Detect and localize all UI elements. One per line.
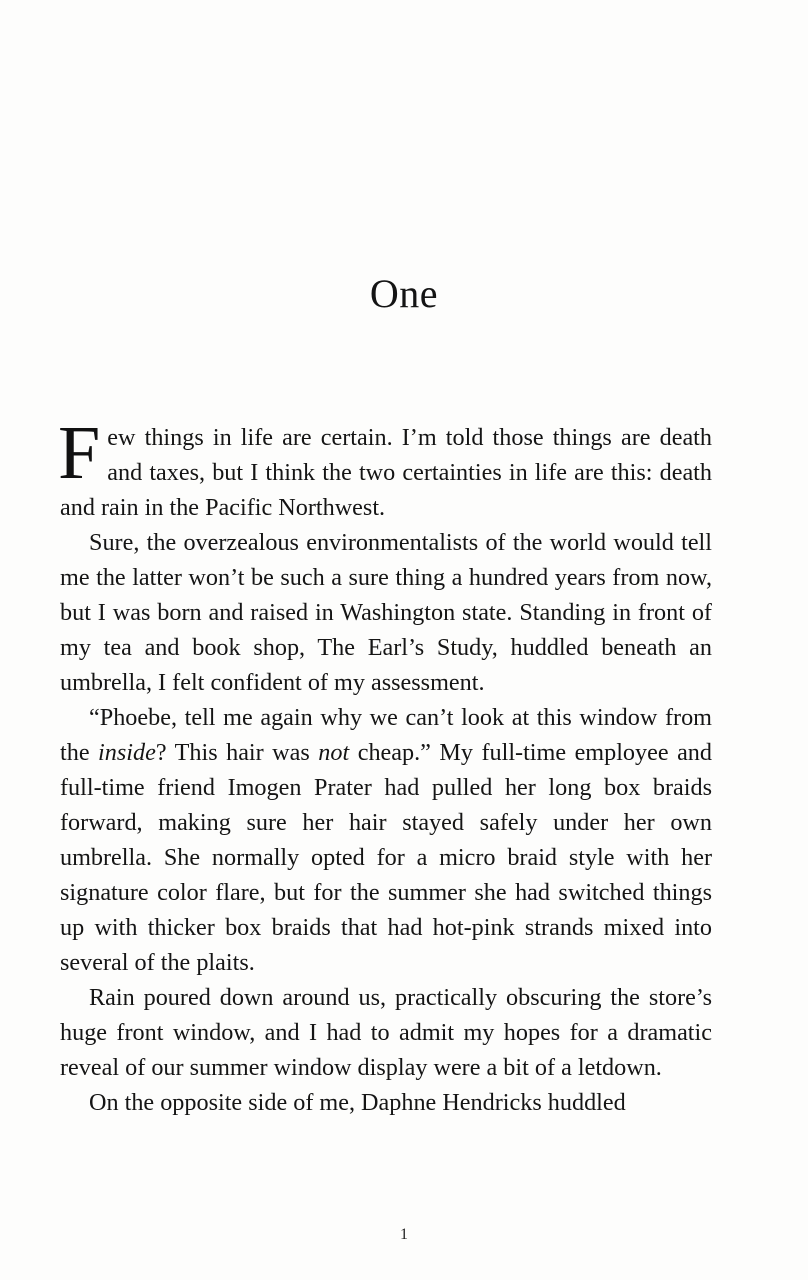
paragraph-text: “Phoebe, tell me again why we can’t look at this window from the: [60, 704, 712, 766]
paragraph-text: ? This hair was: [155, 739, 319, 766]
chapter-title: One: [369, 271, 439, 316]
paragraph: [60, 980, 712, 1085]
drop-cap: F: [58, 411, 101, 495]
paragraph: [60, 1085, 712, 1120]
paragraph-text: Rain poured down around us, practically obscuring the store’s huge front window, and I had to admit my hopes for a dramatic reveal of our summer window display were a bit of a letdown.: [60, 984, 712, 1081]
paragraph-text: cheap.” My full-time employee and full-time friend Imogen Prater had pulled her long box braids forward, making sure her hair stayed safely under her own umbrella. She normally opted for a micro braid style with her signature color flare, but for the summer she had switched things up with thicker box braids that had hot-pink strands mixed into several of the plaits.: [60, 739, 712, 976]
paragraph: [58, 411, 712, 525]
paragraph-text: ew things in life are certain. I’m told those things are death and taxes, but I think the two certainties in life are this: death and rain in the Pacific Northwest.: [60, 424, 712, 521]
paragraph: [60, 525, 712, 700]
chapter-body: [58, 411, 712, 1120]
paragraph-text: Sure, the overzealous environmentalists of the world would tell me the latter won’t be such a sure thing a hundred years from now, but I was born and raised in Washington state. Standing in front of my tea and book shop, The Earl’s Study, huddled beneath an umbrella, I felt confident of my assessment.: [60, 529, 712, 696]
emphasis-text: inside: [98, 739, 156, 766]
paragraph-text: On the opposite side of me, Daphne Hendricks huddled: [89, 1089, 626, 1116]
paragraph: [60, 700, 712, 980]
emphasis-text: not: [318, 739, 350, 766]
page-number: 1: [400, 1226, 408, 1243]
